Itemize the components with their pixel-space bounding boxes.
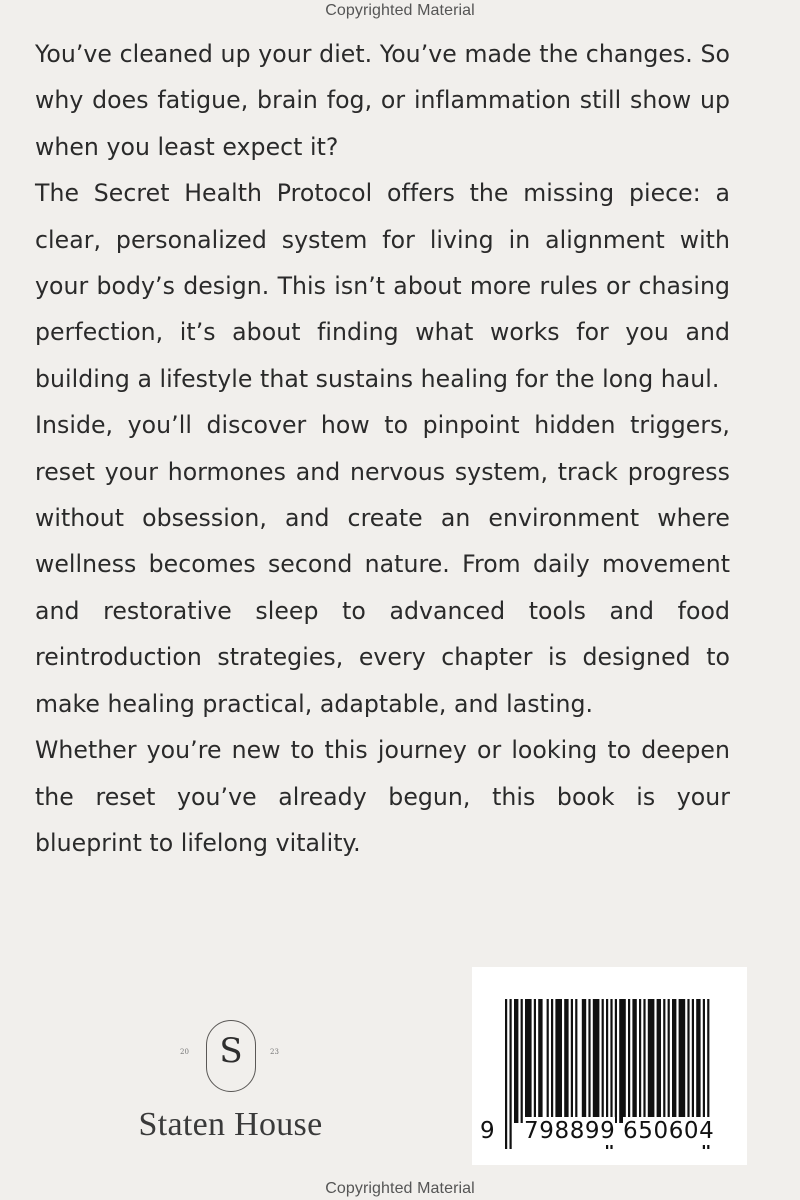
blurb-paragraph-1: You’ve cleaned up your diet. You’ve made the changes. So why does fatigue, brain fog, or inflammation still show up when you least expect it? — [35, 40, 730, 161]
isbn-group-2: 650604 — [623, 1118, 715, 1144]
monogram-letter: S — [219, 1031, 243, 1071]
copyright-watermark-top: Copyrighted Material — [325, 2, 475, 19]
logo-year-right: 23 — [270, 1048, 279, 1056]
isbn-lead-digit: 9 — [480, 1118, 496, 1144]
blurb-paragraph-3: Inside, you’ll discover how to pinpoint hidden triggers, reset your hormones and nervous system, track progress without obsession, and create an environment where wellness becomes second nature. From daily movement and restorative sleep to advanced tools and food reintroduction strategies, every chapter is designed to make healing practical, adaptable, and lasting. — [35, 411, 730, 718]
logo-year-left: 20 — [180, 1048, 189, 1056]
isbn-barcode — [472, 967, 747, 1165]
back-cover-blurb — [35, 31, 730, 866]
blurb-paragraph-2: The Secret Health Protocol offers the missing piece: a clear, personalized system for living in alignment with your body’s design. This isn’t about more rules or chasing perfection, it’s about finding what works for you and building a lifestyle that sustains healing for the long haul. — [35, 179, 730, 393]
publisher-logo — [108, 1010, 353, 1150]
copyright-watermark-bottom: Copyrighted Material — [325, 1180, 475, 1197]
blurb-paragraph-4: Whether you’re new to this journey or looking to deepen the reset you’ve already begun, this book is your blueprint to lifelong vitality. — [35, 736, 730, 857]
isbn-group-1: 798899 — [524, 1118, 616, 1144]
publisher-name: Staten House — [138, 1106, 323, 1143]
monogram-seal-icon — [206, 1020, 256, 1092]
